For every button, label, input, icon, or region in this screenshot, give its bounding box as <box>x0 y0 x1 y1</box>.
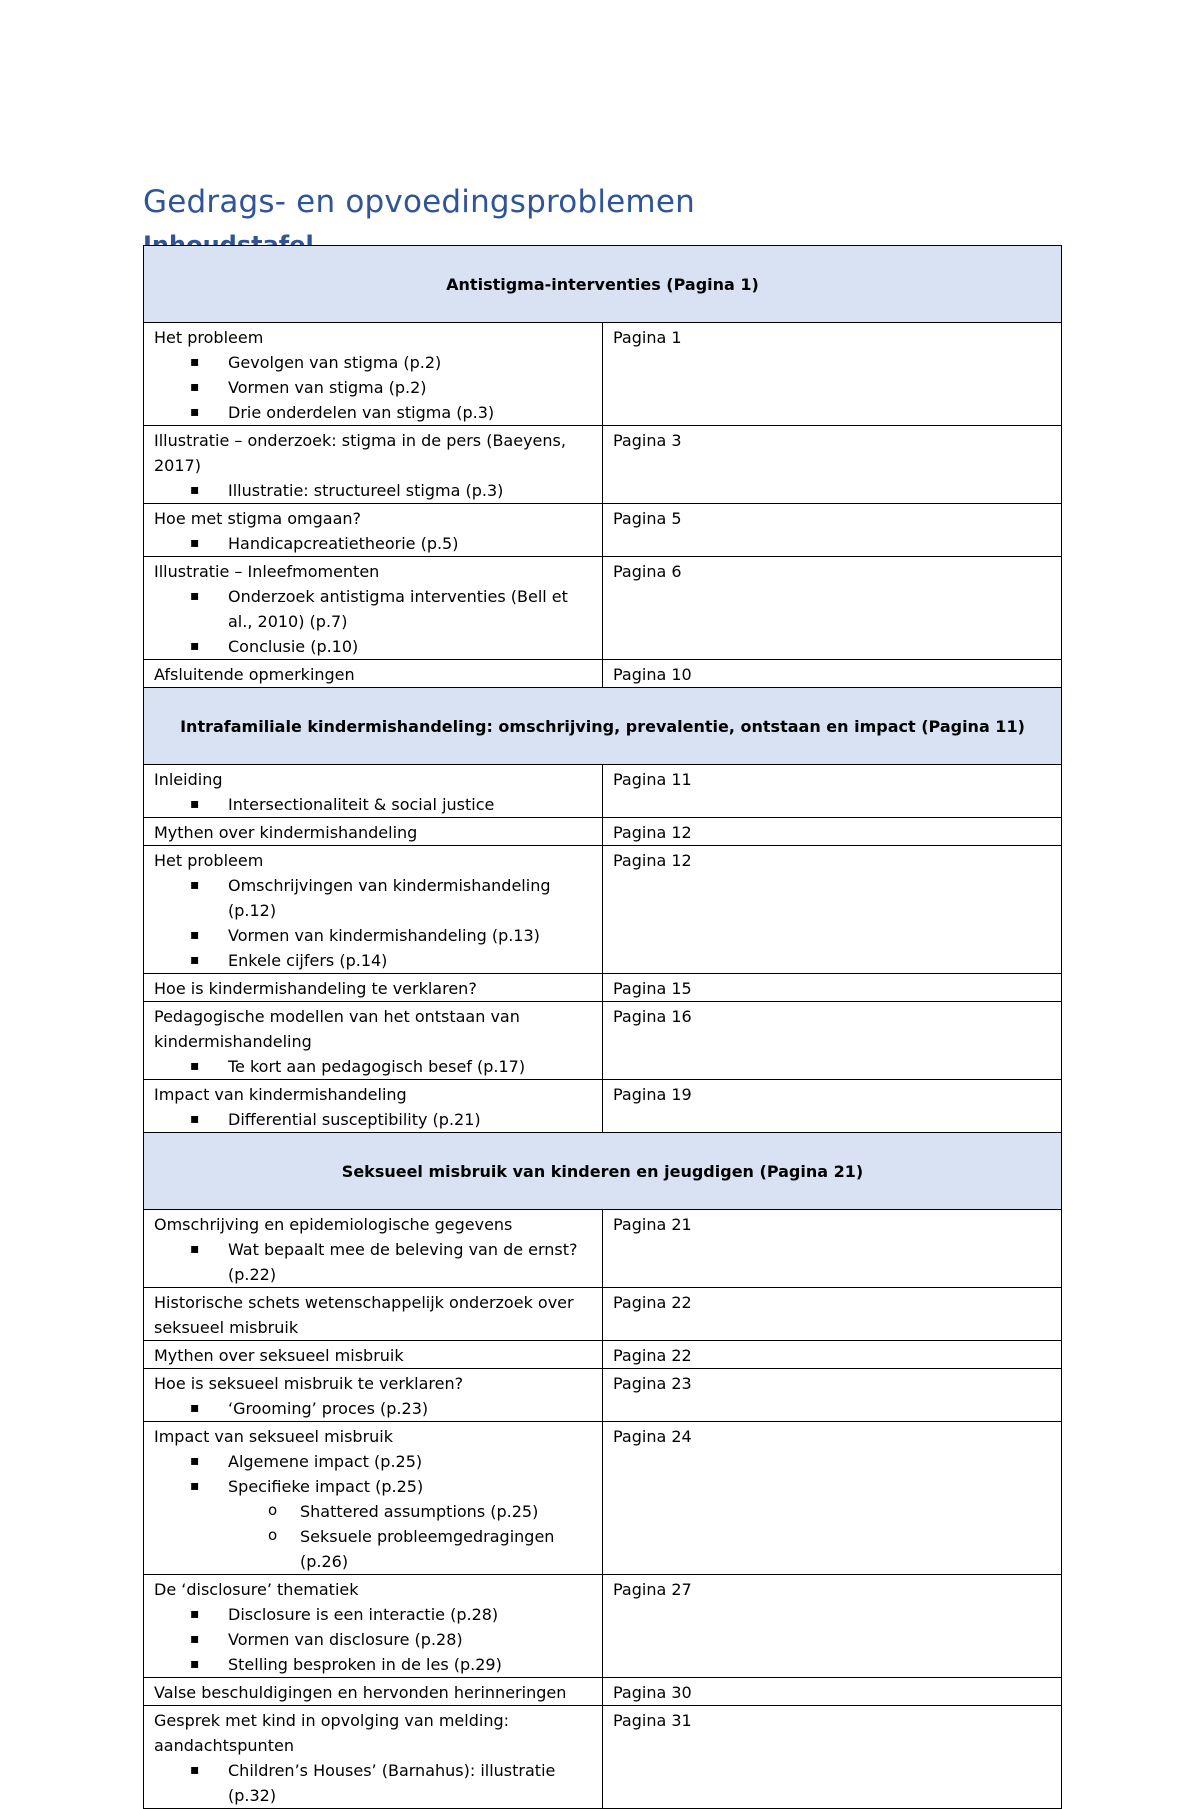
toc-entry-cell <box>144 846 603 974</box>
toc-row <box>144 660 1062 688</box>
toc-page-number: Pagina 31 <box>603 1706 1062 1809</box>
toc-subentry-list <box>154 1054 592 1079</box>
toc-row <box>144 1422 1062 1575</box>
toc-subentry: ▪ ‘Grooming’ proces (p.23) <box>154 1396 592 1421</box>
section-header-row <box>144 1133 1062 1210</box>
toc-subentry: ▪ Onderzoek antistigma interventies (Bell et al., 2010) (p.7) <box>154 584 592 634</box>
toc-entry-title: De ‘disclosure’ thematiek <box>154 1580 359 1599</box>
toc-entry-title: Valse beschuldigingen en hervonden herinneringen <box>154 1683 567 1702</box>
toc-entry-title: Omschrijving en epidemiologische gegevens <box>154 1215 513 1234</box>
toc-row <box>144 1210 1062 1288</box>
toc-subentry: ▪ Stelling besproken in de les (p.29) <box>154 1652 592 1677</box>
toc-row <box>144 504 1062 557</box>
toc-entry-cell <box>144 1080 603 1133</box>
toc-entry-title: Hoe met stigma omgaan? <box>154 509 361 528</box>
toc-page-number: Pagina 22 <box>603 1288 1062 1341</box>
toc-subentry-list <box>154 1449 592 1574</box>
toc-subsubentry: o Seksuele probleemgedragingen (p.26) <box>154 1524 592 1574</box>
toc-entry-cell <box>144 1288 603 1341</box>
toc-entry-cell <box>144 660 603 688</box>
toc-subentry-list <box>154 531 592 556</box>
toc-subentry: ▪ Omschrijvingen van kindermishandeling (p.12) <box>154 873 592 923</box>
toc-subentry: ▪ Specifieke impact (p.25) <box>154 1474 592 1499</box>
toc-row <box>144 1706 1062 1809</box>
toc-entry-title: Hoe is kindermishandeling te verklaren? <box>154 979 477 998</box>
toc-entry-cell <box>144 1422 603 1575</box>
toc-subentry: ▪ Te kort aan pedagogisch besef (p.17) <box>154 1054 592 1079</box>
toc-subentry: ▪ Vormen van kindermishandeling (p.13) <box>154 923 592 948</box>
toc-subentry-list <box>154 792 592 817</box>
toc-entry-title: Het probleem <box>154 328 264 347</box>
toc-subentry-list <box>154 478 592 503</box>
toc-subentry: ▪ Vormen van stigma (p.2) <box>154 375 592 400</box>
toc-row <box>144 1369 1062 1422</box>
section-header: Intrafamiliale kindermishandeling: omschrijving, prevalentie, ontstaan en impact (Pagina 11) <box>144 688 1062 765</box>
toc-entry-title: Mythen over seksueel misbruik <box>154 1346 404 1365</box>
toc-row <box>144 323 1062 426</box>
toc-subentry: ▪ Vormen van disclosure (p.28) <box>154 1627 592 1652</box>
section-header: Seksueel misbruik van kinderen en jeugdigen (Pagina 21) <box>144 1133 1062 1210</box>
toc-page-number: Pagina 19 <box>603 1080 1062 1133</box>
toc-entry-cell <box>144 1210 603 1288</box>
toc-row <box>144 1575 1062 1678</box>
toc-subentry: ▪ Illustratie: structureel stigma (p.3) <box>154 478 592 503</box>
toc-entry-title: Mythen over kindermishandeling <box>154 823 418 842</box>
toc-page-number: Pagina 21 <box>603 1210 1062 1288</box>
section-header-row <box>144 246 1062 323</box>
toc-subsubentry: o Shattered assumptions (p.25) <box>154 1499 592 1524</box>
toc-page-number: Pagina 30 <box>603 1678 1062 1706</box>
document-title: Gedrags- en opvoedingsproblemen <box>143 183 695 220</box>
section-header-row <box>144 688 1062 765</box>
toc-subentry: ▪ Conclusie (p.10) <box>154 634 592 659</box>
toc-subentry-list <box>154 1602 592 1677</box>
toc-entry-cell <box>144 1678 603 1706</box>
toc-page-number: Pagina 6 <box>603 557 1062 660</box>
toc-entry-title: Impact van seksueel misbruik <box>154 1427 394 1446</box>
toc-subentry-list <box>154 1396 592 1421</box>
toc-page-number: Pagina 1 <box>603 323 1062 426</box>
toc-entry-cell <box>144 1002 603 1080</box>
toc-row <box>144 1341 1062 1369</box>
toc-entry-cell <box>144 1706 603 1809</box>
toc-page-number: Pagina 24 <box>603 1422 1062 1575</box>
section-header: Antistigma-interventies (Pagina 1) <box>144 246 1062 323</box>
toc-entry-title: Gesprek met kind in opvolging van melding: aandachtspunten <box>154 1711 510 1755</box>
toc-entry-cell <box>144 1341 603 1369</box>
toc-entry-cell <box>144 323 603 426</box>
toc-page-number: Pagina 23 <box>603 1369 1062 1422</box>
toc-row <box>144 765 1062 818</box>
toc-subentry-list <box>154 873 592 973</box>
toc-entry-cell <box>144 557 603 660</box>
toc-row <box>144 557 1062 660</box>
toc-row <box>144 818 1062 846</box>
toc-page-number: Pagina 27 <box>603 1575 1062 1678</box>
toc-page-number: Pagina 22 <box>603 1341 1062 1369</box>
toc-page-number: Pagina 10 <box>603 660 1062 688</box>
toc-row <box>144 1288 1062 1341</box>
toc-row <box>144 974 1062 1002</box>
toc-row <box>144 1002 1062 1080</box>
toc-entry-cell <box>144 1575 603 1678</box>
toc-subentry: ▪ Differential susceptibility (p.21) <box>154 1107 592 1132</box>
toc-subsubentry-list <box>154 1499 592 1574</box>
toc-page-number: Pagina 3 <box>603 426 1062 504</box>
toc-page-number: Pagina 12 <box>603 846 1062 974</box>
toc-page-number: Pagina 12 <box>603 818 1062 846</box>
toc-entry-cell <box>144 426 603 504</box>
toc-row <box>144 426 1062 504</box>
toc-entry-title: Pedagogische modellen van het ontstaan van kindermishandeling <box>154 1007 520 1051</box>
toc-entry-title: Impact van kindermishandeling <box>154 1085 407 1104</box>
toc-subentry-list <box>154 584 592 659</box>
toc-entry-title: Illustratie – onderzoek: stigma in de pers (Baeyens, 2017) <box>154 431 566 475</box>
toc-entry-title: Historische schets wetenschappelijk onderzoek over seksueel misbruik <box>154 1293 574 1337</box>
toc-entry-cell <box>144 1369 603 1422</box>
toc-entry-cell <box>144 765 603 818</box>
toc-entry-title: Het probleem <box>154 851 264 870</box>
toc-entry-cell <box>144 974 603 1002</box>
toc-page-number: Pagina 16 <box>603 1002 1062 1080</box>
toc-subentry: ▪ Drie onderdelen van stigma (p.3) <box>154 400 592 425</box>
toc-entry-title: Illustratie – Inleefmomenten <box>154 562 380 581</box>
toc-subentry-list <box>154 350 592 425</box>
toc-page-number: Pagina 5 <box>603 504 1062 557</box>
toc-subentry: ▪ Gevolgen van stigma (p.2) <box>154 350 592 375</box>
table-of-contents <box>143 245 1062 1809</box>
toc-entry-title: Hoe is seksueel misbruik te verklaren? <box>154 1374 464 1393</box>
toc-subentry-list <box>154 1758 592 1808</box>
toc-subentry: ▪ Wat bepaalt mee de beleving van de ernst? (p.22) <box>154 1237 592 1287</box>
toc-subentry: ▪ Intersectionaliteit & social justice <box>154 792 592 817</box>
toc-entry-title: Inleiding <box>154 770 223 789</box>
toc-subentry-list <box>154 1237 592 1287</box>
toc-subentry: ▪ Algemene impact (p.25) <box>154 1449 592 1474</box>
toc-row <box>144 846 1062 974</box>
toc-row <box>144 1678 1062 1706</box>
toc-page-number: Pagina 15 <box>603 974 1062 1002</box>
toc-subentry: ▪ Enkele cijfers (p.14) <box>154 948 592 973</box>
toc-page-number: Pagina 11 <box>603 765 1062 818</box>
toc-entry-cell <box>144 818 603 846</box>
toc-subentry: ▪ Children’s Houses’ (Barnahus): illustratie (p.32) <box>154 1758 592 1808</box>
toc-subentry: ▪ Disclosure is een interactie (p.28) <box>154 1602 592 1627</box>
toc-entry-title: Afsluitende opmerkingen <box>154 665 355 684</box>
toc-subentry-list <box>154 1107 592 1132</box>
toc-entry-cell <box>144 504 603 557</box>
toc-subentry: ▪ Handicapcreatietheorie (p.5) <box>154 531 592 556</box>
toc-row <box>144 1080 1062 1133</box>
